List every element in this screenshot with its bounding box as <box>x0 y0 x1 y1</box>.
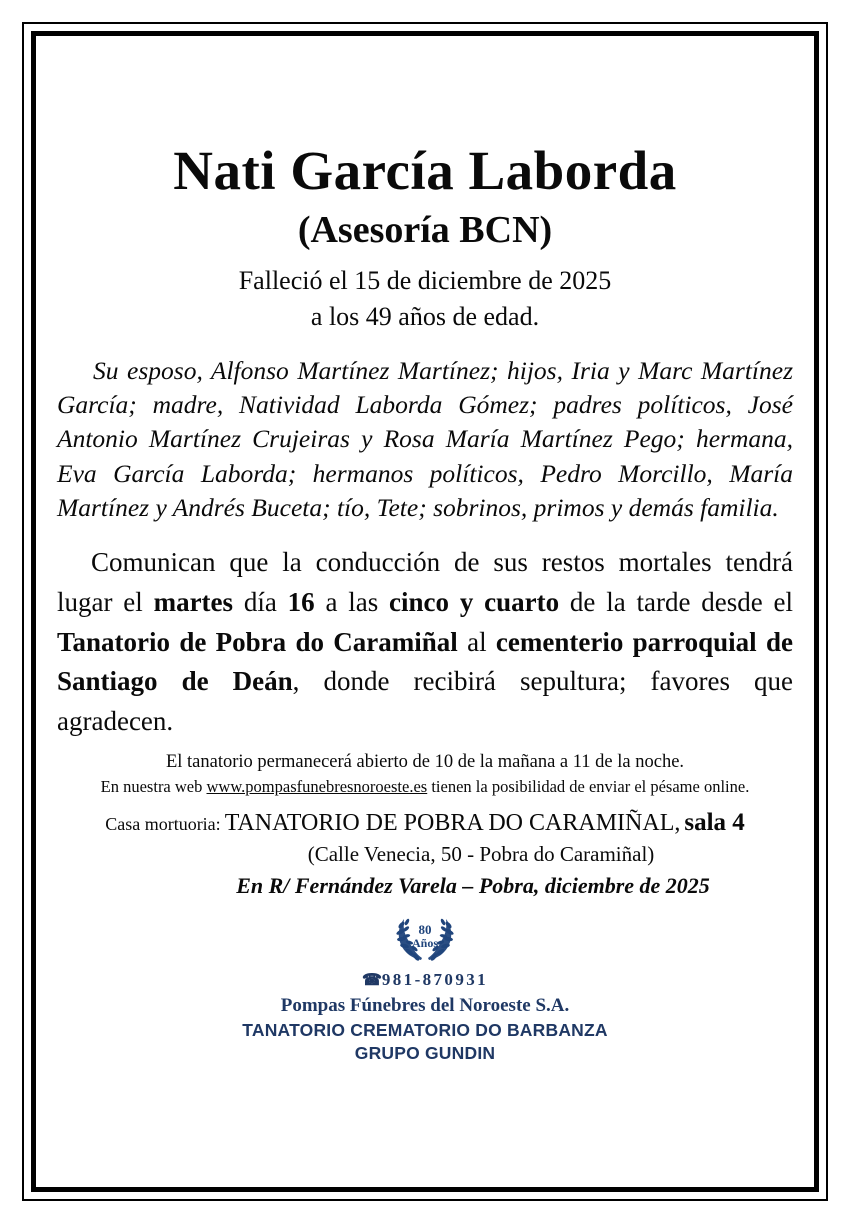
mortuary-place: TANATORIO DE POBRA DO CARAMIÑAL, <box>224 810 681 837</box>
hours-note: El tanatorio permanecerá abierto de 10 de la mañana a 11 de la noche. <box>165 751 685 772</box>
emblem-container <box>55 912 795 964</box>
deceased-name: Nati García Laborda <box>173 140 677 201</box>
announcement-part6: , donde recibirá sepultura; favores que agradecen. <box>57 666 793 737</box>
telephone-icon: ☎ <box>361 972 382 990</box>
announcement-part5: al <box>457 626 496 657</box>
announcement-part4: de la tarde desde el <box>559 586 794 617</box>
group-name: GRUPO GUNDIN <box>354 1042 496 1063</box>
announcement-destination: cementerio parroquial de Santiago de Deán <box>57 626 794 697</box>
death-age-line: a los 49 años de edad. <box>310 301 540 331</box>
mortuary-line <box>55 807 795 839</box>
website-link[interactable]: www.pompasfunebresnoroeste.es <box>206 776 428 796</box>
announcement-day-number: 16 <box>287 586 315 617</box>
phone-line <box>55 969 795 992</box>
deceased-affiliation: (Asesoría BCN) <box>297 209 553 252</box>
laurel-wreath-icon <box>394 912 456 964</box>
death-date-line: Falleció el 15 de diciembre de 2025 <box>238 266 612 296</box>
announcement-paragraph <box>55 543 795 741</box>
announcement-part3: a las <box>314 586 390 617</box>
emblem-number: 80 <box>418 922 432 938</box>
phone-number: 981-870931 <box>381 970 489 990</box>
provider-footer <box>55 969 795 1065</box>
announcement-day-name: martes <box>153 586 234 617</box>
announcement-part1: Comunican que la conducción de sus restos mortales tendrá lugar el <box>57 547 793 617</box>
announcement-origin: Tanatorio de Pobra do Caramiñal <box>57 626 458 657</box>
family-paragraph: Su esposo, Alfonso Martínez Martínez; hijos, Iria y Marc Martínez García; madre, Natividad Laborda Gómez; padres políticos, José Antonio Martínez Crujeiras y Rosa María Martínez Pego; hermana, Eva García Laborda; hermanos políticos, Pedro Morcillo, María Martínez y Andrés Buceta; tío, Tete; sobrinos, primos y demás familia. <box>57 355 793 522</box>
notice-content <box>47 47 803 1176</box>
emblem-word: Años <box>411 936 439 951</box>
announcement-time: cinco y cuarto <box>389 586 560 617</box>
branch-name: TANATORIO CREMATORIO DO BARBANZA <box>242 1019 608 1040</box>
web-note-before: En nuestra web <box>100 776 207 796</box>
mortuary-address: (Calle Venecia, 50 - Pobra do Caramiñal) <box>307 842 655 867</box>
mortuary-label: Casa mortuoria: <box>105 814 221 835</box>
company-name: Pompas Fúnebres del Noroeste S.A. <box>280 995 570 1017</box>
mortuary-room: sala 4 <box>684 809 745 837</box>
announcement-part2: día <box>233 586 288 617</box>
mortuary-dateline: En R/ Fernández Varela – Pobra, diciembre de 2025 <box>236 872 710 898</box>
web-note <box>55 777 795 798</box>
web-note-after: tienen la posibilidad de enviar el pésame online. <box>427 776 750 796</box>
